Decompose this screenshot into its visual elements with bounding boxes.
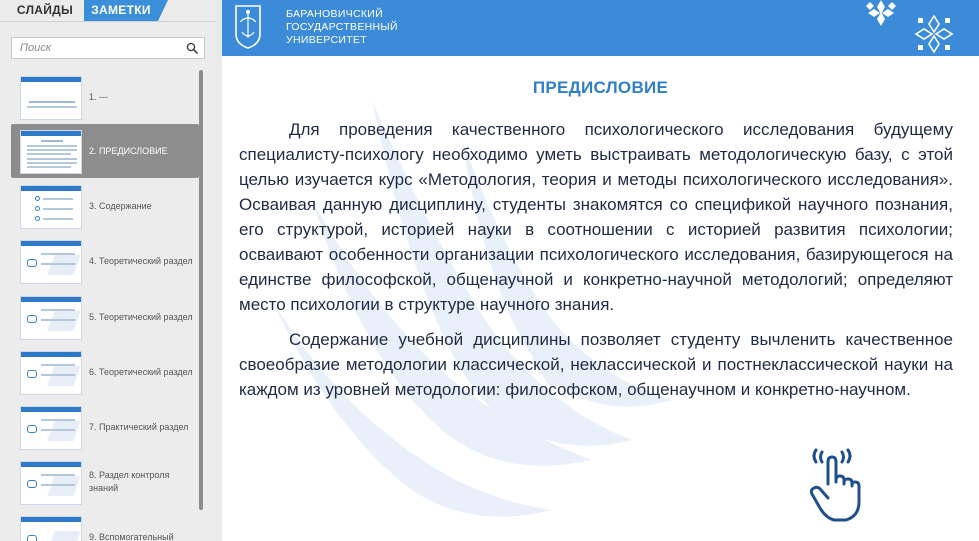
slide-label: 6. Теоретический раздел — [89, 366, 193, 377]
slide-label: 1. --- — [89, 91, 108, 102]
slide-label: 8. Раздел контроля знаний — [89, 470, 170, 493]
slide-label: 7. Практический раздел — [89, 421, 189, 432]
tab-divider — [0, 21, 216, 22]
slide-list — [11, 66, 203, 541]
slide-thumbnail-1[interactable] — [11, 70, 199, 124]
ornament-icon — [862, 0, 900, 28]
slide-thumbnail-2[interactable] — [11, 124, 199, 178]
ornament-icon — [912, 12, 956, 56]
thumbnail-image — [20, 516, 82, 541]
slide-body — [239, 117, 953, 412]
slide-thumbnail-3[interactable] — [11, 179, 199, 233]
paragraph-1: Для проведения качественного психологического исследования будущему специалисту-психологу необходимо уметь выстраивать методологическую базу, с этой целью изучается курс «Методология, теория и методы психологического исследования». Осваивая данную дисциплину, студенты знакомятся со спецификой научного познания, его структурой, историей науки в соотношении с историей развития психологии; осваивают особенности организации психологического исследования, базирующегося на единстве философской, общенаучной и конкретно-научной методологий; определяют место психологии в структуре научного знания. — [239, 120, 953, 314]
university-name — [286, 8, 398, 47]
tab-notes[interactable]: ЗАМЕТКИ — [84, 0, 158, 21]
search-icon[interactable] — [186, 42, 198, 54]
thumbnail-image — [20, 296, 82, 340]
thumbnail-image — [20, 351, 82, 395]
thumbnail-image — [20, 406, 82, 450]
thumbnail-image — [20, 240, 82, 284]
thumbnail-image — [20, 76, 82, 120]
slide-thumbnail-6[interactable] — [11, 345, 199, 399]
university-name-line-2: ГОСУДАРСТВЕННЫЙ — [286, 21, 398, 33]
university-logo-icon — [234, 4, 262, 50]
slide-title: ПРЕДИСЛОВИЕ — [532, 78, 669, 97]
slide-header — [222, 0, 979, 56]
paragraph-2: Содержание учебной дисциплины позволяет студенту вычленить качественное своеобразие методологии классической, неклассической и постнеклассической науки на каждом из уровней методологии: философском, общенаучном и конкретно-научном. — [239, 330, 953, 399]
sidebar-tabs — [0, 0, 216, 21]
thumbnail-image — [20, 185, 82, 229]
slide-label: 9. Вспомогательный — [89, 531, 174, 541]
slide-label: 2. ПРЕДИСЛОВИЕ — [89, 145, 168, 156]
slide-label: 4. Теоретический раздел — [89, 255, 193, 266]
search-box — [11, 37, 205, 59]
tap-hand-icon[interactable] — [806, 448, 864, 524]
slide-label: 3. Содержание — [89, 200, 152, 211]
slide-thumbnail-7[interactable] — [11, 400, 199, 454]
slide-label: 5. Теоретический раздел — [89, 311, 193, 322]
slide-sidebar — [0, 0, 216, 541]
university-name-line-1: БАРАНОВИЧСКИЙ — [286, 8, 383, 20]
sidebar-scrollbar[interactable] — [199, 70, 203, 510]
slide-thumbnail-5[interactable] — [11, 290, 199, 344]
slide-thumbnail-8[interactable] — [11, 455, 199, 509]
tab-slides[interactable]: СЛАЙДЫ — [16, 3, 74, 17]
thumbnail-image — [20, 461, 82, 505]
slide-thumbnail-4[interactable] — [11, 234, 199, 288]
thumbnail-image — [20, 130, 82, 174]
university-name-line-3: УНИВЕРСИТЕТ — [286, 34, 367, 46]
slide-thumbnail-9[interactable] — [11, 510, 199, 541]
slide-canvas — [222, 0, 979, 541]
search-input[interactable] — [12, 38, 182, 58]
